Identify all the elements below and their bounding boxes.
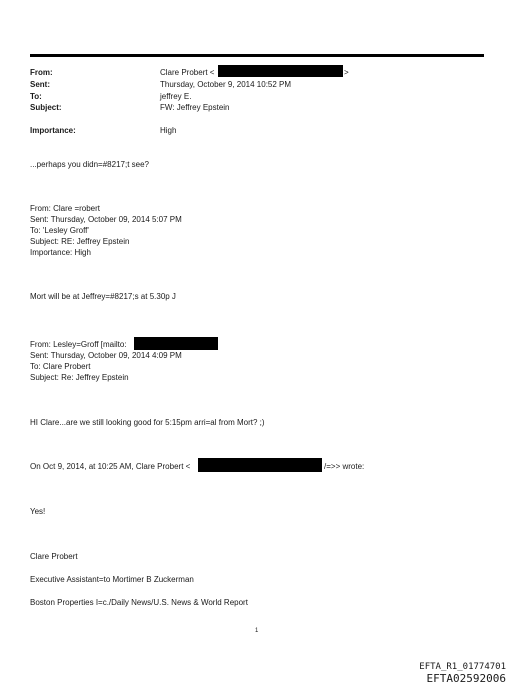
- fwd1-subject: Subject: RE: Jeffrey Epstein: [30, 237, 130, 246]
- fwd2-sent: Sent: Thursday, October 09, 2014 4:09 PM: [30, 351, 182, 360]
- fwd1-sent: Sent: Thursday, October 09, 2014 5:07 PM: [30, 215, 182, 224]
- sent-value: Thursday, October 9, 2014 10:52 PM: [160, 80, 292, 89]
- page-number: 1: [255, 628, 259, 634]
- redaction-block: [134, 337, 218, 350]
- to-label: To:: [30, 92, 42, 101]
- to-value: jeffrey E.: [160, 92, 192, 101]
- body-line-1: ...perhaps you didn=#8217;t see?: [30, 160, 149, 169]
- importance-value: High: [160, 126, 177, 135]
- fwd2-from: From: Lesley=Groff [mailto:: [30, 340, 127, 349]
- fwd2-subject: Subject: Re: Jeffrey Epstein: [30, 373, 129, 382]
- footer-id-2: EFTA02592006: [426, 672, 506, 685]
- from-trail: >: [344, 68, 349, 77]
- fwd2-to: To: Clare Probert: [30, 362, 91, 371]
- signature-name: Clare Probert: [30, 552, 78, 561]
- importance-label: Importance:: [30, 126, 76, 135]
- subject-label: Subject:: [30, 103, 62, 112]
- quote-trail: /=>> wrote:: [324, 462, 365, 471]
- redaction-block: [218, 65, 343, 77]
- header-rule: [30, 54, 484, 57]
- from-value: Clare Probert <: [160, 68, 215, 77]
- body-line-3: HI Clare...are we still looking good for 5:15pm arri=al from Mort? ;): [30, 418, 265, 427]
- quote-intro: On Oct 9, 2014, at 10:25 AM, Clare Probert <: [30, 462, 191, 471]
- from-label: From:: [30, 68, 53, 77]
- fwd1-to: To: 'Lesley Groff': [30, 226, 89, 235]
- footer-id-1: EFTA_R1_01774701: [419, 662, 506, 672]
- redaction-block: [198, 458, 322, 472]
- fwd1-from: From: Clare =robert: [30, 204, 101, 213]
- subject-value: FW: Jeffrey Epstein: [160, 103, 230, 112]
- signature-company: Boston Properties I=c./Daily News/U.S. News & World Report: [30, 598, 248, 607]
- body-line-2: Mort will be at Jeffrey=#8217;s at 5.30p J: [30, 292, 176, 301]
- fwd1-importance: Importance: High: [30, 248, 91, 257]
- signature-title: Executive Assistant=to Mortimer B Zuckerman: [30, 575, 194, 584]
- yes-line: Yes!: [30, 507, 46, 516]
- sent-label: Sent:: [30, 80, 50, 89]
